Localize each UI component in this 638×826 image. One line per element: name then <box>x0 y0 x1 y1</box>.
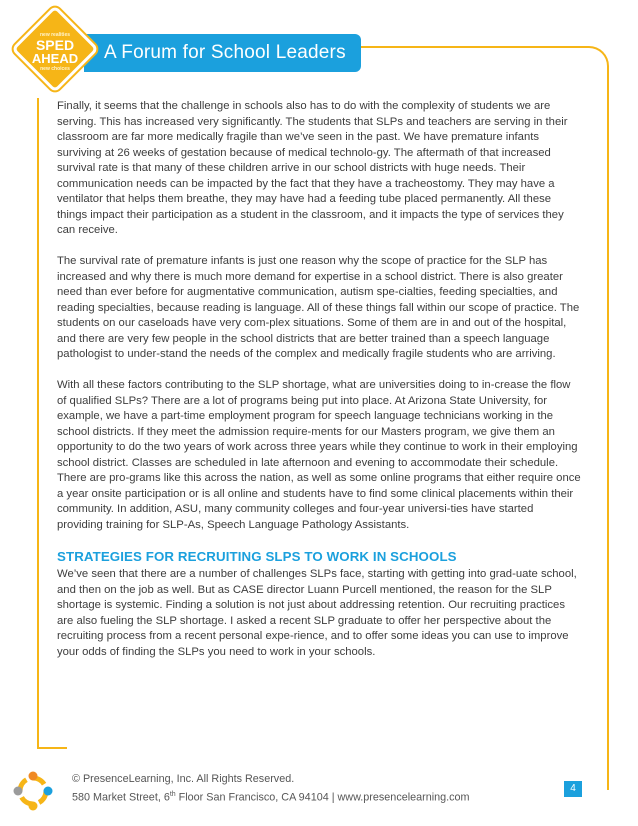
forum-title-banner: A Forum for School Leaders <box>84 34 361 72</box>
article-body <box>57 99 582 676</box>
footer-address-ordinal: th <box>169 791 176 798</box>
page-frame-bottom <box>37 747 67 749</box>
sped-ahead-logo <box>10 4 100 94</box>
paragraph-scope-of-practice: The survival rate of premature infants is just one reason why the scope of practice for the SLP has increased and why there is much more demand for expertise in a school district. There is also greater need than ever before for augmentative communication, autism spe-cialties, feeding specialties, and reading specialties, because reading is language. All of these things fall within our scope of practice. The students on our caseloads have very com-plex situations. Some of them are in and out of the hospital, and there are very few people in the school districts that are better trained than a speech language pathologist to under-stand the needs of the complex and medically fragile students who are arriving. <box>57 255 580 360</box>
section-heading: STRATEGIES FOR RECRUITING SLPS TO WORK IN SCHOOLS <box>57 548 457 564</box>
footer-copyright: © PresenceLearning, Inc. All Rights Reserved. <box>72 773 295 785</box>
page-number-badge: 4 <box>564 781 582 797</box>
footer-address-rest: Floor San Francisco, CA 94104 | www.presencelearning.com <box>175 791 470 804</box>
page-frame-right-lower <box>607 700 609 790</box>
logo-text-sped: SPED <box>35 37 75 53</box>
page-frame-left <box>37 98 39 748</box>
footer-address <box>72 787 470 806</box>
logo-tagline-top: new realities <box>39 32 70 38</box>
paragraph-universities: With all these factors contributing to the SLP shortage, what are universities doing to in-crease the flow of qualified SLPs? There are a lot of programs being put into place. At Arizona State University, for example, we have a part-time employment program for speech language technicians working in the school districts. If they meet the admission require-ments for our Masters program, we give them an opportunity to do the two years of work across three years while they continue to work in their employing school district. Classes are scheduled in late afternoon and evening to accommodate their schedule. There are pro-grams like this across the nation, as well as some online programs that either require once a year onsite participation or is all online and students have to find some clinical placements within their community. In addition, ASU, many community colleges and four-year universi-ties have started providing training for SLP-As, Speech Language Pathology Assistants. <box>57 379 581 531</box>
footer-address-street: 580 Market Street, 6 <box>72 791 170 804</box>
presencelearning-logo-icon <box>12 770 54 812</box>
logo-text-ahead: AHEAD <box>31 51 79 66</box>
footer-text <box>72 772 470 806</box>
paragraph-complexity: Finally, it seems that the challenge in schools also has to do with the complexity of students we are serving. This has increased very significantly. The students that SLPs and teachers are serving in their classroom are far more medically fragile than we’ve seen in the past. We have premature infants surviving at 26 weeks of gestation because of medical technolo-gy. The aftermath of that increased survival rate is that many of these children arrive in our school districts with huge needs. Their communication needs can be impacted by the fact that they have a tracheostomy. They may have a ventilator that helps them breathe, they may have had a feeding tube placed permanently. All these things impact their participation as a student in the classroom, and it impacts the type of services they can receive. <box>57 100 568 236</box>
paragraph-recruiting: We’ve seen that there are a number of challenges SLPs face, starting with getting into grad-uate school, and then on the job as well. But as CASE director Luann Purcell mentioned, the reason for the SLP shortage is systemic. Finding a solution is not just about addressing retention. Our recruiting practices are also fueling the SLP shortage. I asked a recent SLP graduate to offer her perspective about the recruiting process from a recent personal expe-rience, and to offer some ideas you can use to improve your odds of finding the SLPs you need to work in your schools. <box>57 568 577 658</box>
logo-tagline-bottom: new choices <box>40 66 70 72</box>
